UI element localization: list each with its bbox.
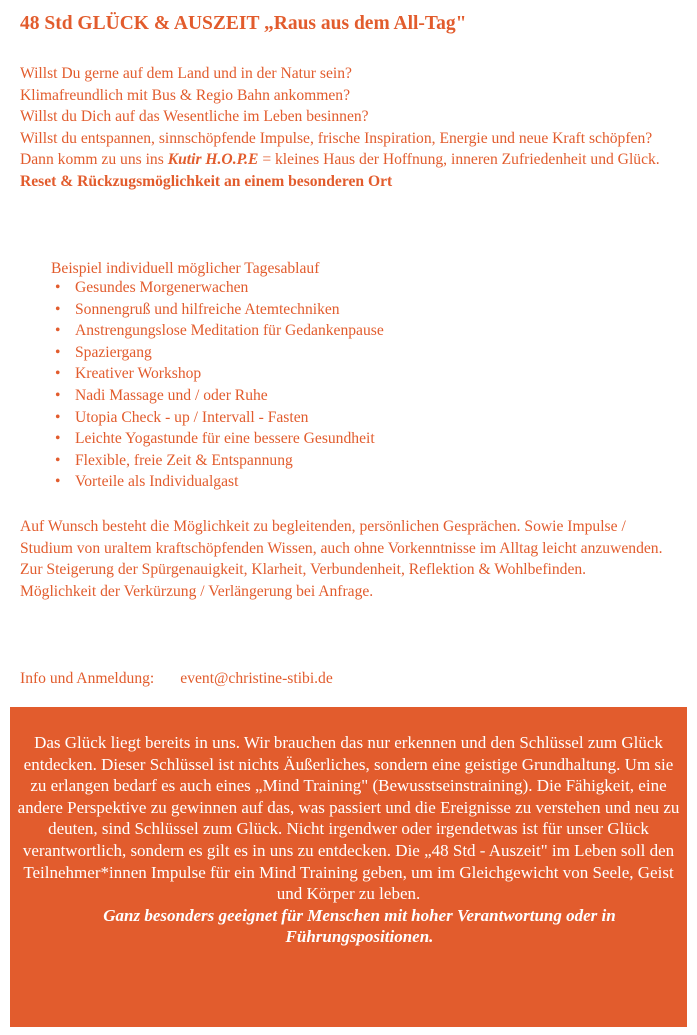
bullet-icon: • [55,386,61,404]
schedule-item [51,450,384,472]
bullet-icon: • [55,279,61,296]
schedule-item [51,471,384,493]
quote-text: Das Glück liegt bereits in uns. Wir brauchen das nur erkennen und den Schlüssel zum Glück entdecken. Dieser Schlüssel ist nichts Äußerliches, sondern eine geistige Grundhaltung. Um sie zu erlangen bedarf es auch eines „Mind Training" (Bewusstseinstraining). Die Fähigkeit, eine andere Perspektive zu gewinnen auf das, was passiert und die Ereignisse zu verstehen und neu zu deuten, sind Schlüssel zum Glück. Nicht irgendwer oder irgendetwas ist für unser Glück verantwortlich, sondern es gilt es in uns zu entdecken. Die „48 Std - Auszeit" im Leben soll den Teilnehmer*innen Impulse für ein Mind Training geben, um im Gleichgewicht von Seele, Geist und Körper zu leben. [17,733,680,904]
bullet-icon: • [55,408,61,426]
details-paragraph-3: Möglichkeit der Verkürzung / Verlängerung bei Anfrage. [20,582,374,600]
schedule-item-label: Leichte Yogastunde für eine bessere Gesundheit [75,430,375,448]
details-paragraph-2: Zur Steigerung der Spürgenauigkeit, Klarheit, Verbundenheit, Reflektion & Wohlbefinden. [20,561,587,579]
schedule-list [51,277,384,493]
bullet-icon: • [55,365,61,383]
bullet-icon: • [55,473,61,491]
page-title: 48 Std GLÜCK & AUSZEIT „Raus aus dem All-Tag" [20,13,467,34]
details-section [20,516,670,602]
quote-text-block [16,732,681,948]
schedule-item-label: Anstrengungslose Meditation für Gedankenpause [75,322,384,340]
schedule-item-label: Vorteile als Individualgast [75,473,239,491]
schedule-item [51,320,384,342]
contact-info [20,668,333,690]
schedule-item-label: Spaziergang [75,343,152,361]
schedule-item [51,407,384,429]
intro-question-3: Willst du Dich auf das Wesentliche im Leben besinnen? [20,108,369,126]
schedule-item-label: Utopia Check - up / Intervall - Fasten [75,408,309,426]
bullet-icon: • [55,322,61,340]
invitation-suffix: = kleines Haus der Hoffnung, inneren Zufriedenheit und Glück. [258,151,660,169]
quote-box [10,707,687,1027]
place-name: Kutir H.O.P.E [167,151,259,169]
schedule-item [51,277,384,299]
intro-section [20,63,660,193]
intro-invitation [20,149,660,171]
schedule-item-label: Nadi Massage und / oder Ruhe [75,386,268,404]
invitation-prefix: Dann komm zu uns ins [20,151,168,169]
schedule-item [51,342,384,364]
quote-emphasis: Ganz besonders geeignet für Menschen mit hoher Verantwortung oder in Führungspositionen. [103,905,616,947]
schedule-item [51,385,384,407]
intro-question-4: Willst du entspannen, sinnschöpfende Impulse, frische Inspiration, Energie und neue Kraft schöpfen? [20,129,653,147]
reset-headline: Reset & Rückzugsmöglichkeit an einem besonderen Ort [20,172,393,190]
contact-label: Info und Anmeldung: [20,670,155,687]
schedule-item-label: Kreativer Workshop [75,365,202,383]
contact-email-link[interactable]: event@christine-stibi.de [180,670,333,687]
schedule-item [51,363,384,385]
bullet-icon: • [55,430,61,448]
intro-question-1: Willst Du gerne auf dem Land und in der Natur sein? [20,65,352,82]
schedule-item-label: Flexible, freie Zeit & Entspannung [75,451,293,469]
intro-question-2: Klimafreundlich mit Bus & Regio Bahn ankommen? [20,86,351,104]
schedule-title: Beispiel individuell möglicher Tagesablauf [51,260,320,277]
bullet-icon: • [55,343,61,361]
bullet-icon: • [55,451,61,469]
details-paragraph-1: Auf Wunsch besteht die Möglichkeit zu begleitenden, persönlichen Gesprächen. Sowie Impulse / Studium von uraltem kraftschöpfenden Wissen, auch ohne Vorkenntnisse im Alltag leicht anzuwenden. [20,518,663,557]
schedule-item-label: Gesundes Morgenerwachen [75,279,249,296]
schedule-item [51,428,384,450]
schedule-item-label: Sonnengruß und hilfreiche Atemtechniken [75,300,340,318]
schedule-item [51,299,384,321]
bullet-icon: • [55,300,61,318]
